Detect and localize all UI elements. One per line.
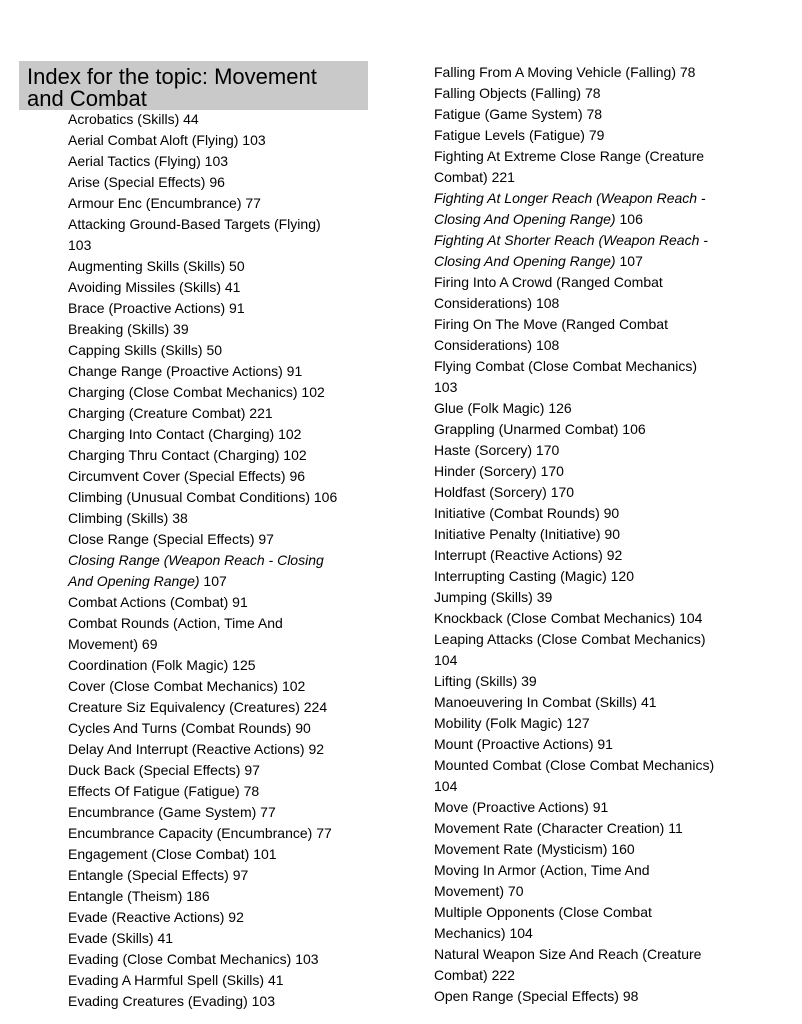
index-entry	[68, 151, 380, 172]
index-column-left	[68, 109, 380, 1012]
index-entry	[68, 256, 380, 277]
index-entry-line: Armour Enc (Encumbrance) 77	[68, 195, 261, 211]
index-entry-line: Interrupt (Reactive Actions) 92	[434, 547, 623, 563]
index-entry	[68, 361, 380, 382]
index-entry-italic-text: And Opening Range)	[68, 573, 200, 589]
index-entry-line: Capping Skills (Skills) 50	[68, 342, 223, 358]
index-entry	[434, 944, 746, 986]
index-entry	[434, 818, 746, 839]
index-entry-line: Encumbrance (Game System) 77	[68, 804, 276, 820]
index-entry	[68, 466, 380, 487]
index-entry	[434, 566, 746, 587]
index-entry	[68, 991, 380, 1012]
index-entry-line: Circumvent Cover (Special Effects) 96	[68, 468, 306, 484]
index-entry-line: Mount (Proactive Actions) 91	[434, 736, 613, 752]
index-entry	[68, 907, 380, 928]
index-entry	[68, 382, 380, 403]
index-entry-line: Interrupting Casting (Magic) 120	[434, 568, 634, 584]
index-entry	[68, 550, 380, 592]
index-entry	[68, 865, 380, 886]
index-entry-line: Evading A Harmful Spell (Skills) 41	[68, 972, 284, 988]
index-entry	[434, 524, 746, 545]
index-entry	[434, 503, 746, 524]
index-entry	[68, 781, 380, 802]
index-entry-line: Firing On The Move (Ranged Combat	[434, 316, 668, 332]
index-entry	[434, 398, 746, 419]
index-entry	[68, 529, 380, 550]
index-entry-line: Natural Weapon Size And Reach (Creature	[434, 946, 702, 962]
index-entry	[68, 508, 380, 529]
index-entry-line: Cycles And Turns (Combat Rounds) 90	[68, 720, 311, 736]
index-entry	[68, 424, 380, 445]
index-entry	[68, 319, 380, 340]
index-entry	[68, 592, 380, 613]
index-entry-line: Delay And Interrupt (Reactive Actions) 92	[68, 741, 325, 757]
index-entry	[68, 172, 380, 193]
index-entry-line: 103	[68, 237, 92, 253]
index-entry-line: Considerations) 108	[434, 337, 560, 353]
index-entry-line: Multiple Opponents (Close Combat	[434, 904, 652, 920]
index-entry-line: Close Range (Special Effects) 97	[68, 531, 274, 547]
index-entry-line: Evading Creatures (Evading) 103	[68, 993, 276, 1009]
index-entry-line: Change Range (Proactive Actions) 91	[68, 363, 303, 379]
index-entry	[434, 608, 746, 629]
index-entry-line: Entangle (Theism) 186	[68, 888, 210, 904]
index-entry	[434, 734, 746, 755]
index-entry	[68, 823, 380, 844]
index-entry-line: Breaking (Skills) 39	[68, 321, 189, 337]
index-entry-line: Movement Rate (Mysticism) 160	[434, 841, 635, 857]
index-entry-line: Move (Proactive Actions) 91	[434, 799, 609, 815]
index-entry-line: Coordination (Folk Magic) 125	[68, 657, 256, 673]
index-entry	[434, 482, 746, 503]
index-entry-line: Haste (Sorcery) 170	[434, 442, 560, 458]
index-entry	[434, 83, 746, 104]
index-entry-line: Fighting At Extreme Close Range (Creature	[434, 148, 705, 164]
index-entry-line: Climbing (Skills) 38	[68, 510, 188, 526]
index-entry-italic-text: Closing And Opening Range)	[434, 211, 616, 227]
index-entry	[68, 697, 380, 718]
index-entry	[434, 902, 746, 944]
page-title	[19, 61, 368, 110]
index-entry-line: Jumping (Skills) 39	[434, 589, 553, 605]
index-entry-line: Combat) 221	[434, 169, 515, 185]
index-entry-line: Acrobatics (Skills) 44	[68, 111, 199, 127]
index-entry	[434, 692, 746, 713]
index-entry	[434, 104, 746, 125]
index-entry-line: Holdfast (Sorcery) 170	[434, 484, 575, 500]
index-entry	[68, 802, 380, 823]
index-entry	[434, 272, 746, 314]
index-entry-line: Considerations) 108	[434, 295, 560, 311]
index-entry-line: Fatigue (Game System) 78	[434, 106, 603, 122]
index-entry	[68, 109, 380, 130]
index-entry-line: Mobility (Folk Magic) 127	[434, 715, 590, 731]
index-entry-line: Closing And Opening Range) 106	[434, 211, 643, 227]
index-entry-line	[434, 230, 746, 251]
index-entry-line: Entangle (Special Effects) 97	[68, 867, 249, 883]
index-entry	[68, 193, 380, 214]
index-entry-line: Aerial Combat Aloft (Flying) 103	[68, 132, 266, 148]
index-entry	[68, 487, 380, 508]
index-entry	[68, 130, 380, 151]
index-entry	[68, 445, 380, 466]
index-entry	[434, 461, 746, 482]
index-entry-italic-text: Closing And Opening Range)	[434, 253, 616, 269]
index-entry-line: Moving In Armor (Action, Time And	[434, 862, 650, 878]
index-entry	[434, 146, 746, 188]
index-entry	[68, 970, 380, 991]
index-entry-line: Movement Rate (Character Creation) 11	[434, 820, 683, 836]
index-entry-line: Charging (Creature Combat) 221	[68, 405, 273, 421]
index-entry	[68, 718, 380, 739]
index-entry-italic-text: Fighting At Longer Reach (Weapon Reach -	[434, 190, 706, 206]
index-entry-line: Lifting (Skills) 39	[434, 673, 537, 689]
index-entry	[434, 440, 746, 461]
index-entry-line: Duck Back (Special Effects) 97	[68, 762, 260, 778]
index-entry	[434, 797, 746, 818]
index-entry-line: Cover (Close Combat Mechanics) 102	[68, 678, 306, 694]
index-entry	[68, 949, 380, 970]
index-entry-line: Leaping Attacks (Close Combat Mechanics)	[434, 631, 706, 647]
index-entry-line: Falling From A Moving Vehicle (Falling) 78	[434, 64, 696, 80]
index-entry-line: Open Range (Special Effects) 98	[434, 988, 639, 1004]
index-entry-line: Brace (Proactive Actions) 91	[68, 300, 245, 316]
index-entry-line: Charging Thru Contact (Charging) 102	[68, 447, 307, 463]
index-entry-line: Movement) 70	[434, 883, 524, 899]
index-entry-line: Encumbrance Capacity (Encumbrance) 77	[68, 825, 332, 841]
index-entry-line: 104	[434, 652, 458, 668]
index-entry-line: Mounted Combat (Close Combat Mechanics)	[434, 757, 715, 773]
index-entry	[68, 676, 380, 697]
index-entry-line: Charging (Close Combat Mechanics) 102	[68, 384, 325, 400]
index-entry	[434, 629, 746, 671]
index-entry	[68, 277, 380, 298]
index-entry	[434, 860, 746, 902]
index-entry-line: Mechanics) 104	[434, 925, 533, 941]
index-entry-line: Manoeuvering In Combat (Skills) 41	[434, 694, 657, 710]
index-entry-line: Engagement (Close Combat) 101	[68, 846, 277, 862]
index-entry-line	[434, 188, 746, 209]
index-entry	[434, 713, 746, 734]
index-entry	[434, 314, 746, 356]
index-entry	[434, 356, 746, 398]
index-entry	[68, 298, 380, 319]
index-entry-line: Falling Objects (Falling) 78	[434, 85, 601, 101]
index-entry	[68, 739, 380, 760]
index-entry-italic-text: Fighting At Shorter Reach (Weapon Reach -	[434, 232, 708, 248]
index-entry	[68, 214, 380, 256]
index-entry-line: And Opening Range) 107	[68, 573, 227, 589]
index-entry-italic-text: Closing Range (Weapon Reach - Closing	[68, 552, 324, 568]
index-entry	[434, 755, 746, 797]
index-entry-line: Creature Siz Equivalency (Creatures) 224	[68, 699, 328, 715]
index-entry-line: Evading (Close Combat Mechanics) 103	[68, 951, 319, 967]
index-entry-line: Firing Into A Crowd (Ranged Combat	[434, 274, 663, 290]
index-entry-line: Arise (Special Effects) 96	[68, 174, 225, 190]
index-entry-line: 103	[434, 379, 458, 395]
index-entry	[434, 671, 746, 692]
index-entry-line: Combat Rounds (Action, Time And	[68, 615, 283, 631]
index-entry	[434, 230, 746, 272]
index-entry-line: Movement) 69	[68, 636, 158, 652]
index-entry	[68, 844, 380, 865]
index-entry	[434, 839, 746, 860]
index-entry-line: 104	[434, 778, 458, 794]
index-entry-line: Evade (Skills) 41	[68, 930, 174, 946]
index-entry-line: Climbing (Unusual Combat Conditions) 106	[68, 489, 338, 505]
index-entry	[434, 986, 746, 1007]
index-entry-line: Hinder (Sorcery) 170	[434, 463, 564, 479]
index-entry-line: Fatigue Levels (Fatigue) 79	[434, 127, 605, 143]
page-title-line2: and Combat	[27, 86, 147, 111]
index-entry	[434, 62, 746, 83]
index-entry	[68, 655, 380, 676]
index-entry-line: Evade (Reactive Actions) 92	[68, 909, 244, 925]
index-entry-line: Flying Combat (Close Combat Mechanics)	[434, 358, 697, 374]
index-entry	[68, 760, 380, 781]
index-entry-line: Glue (Folk Magic) 126	[434, 400, 572, 416]
index-entry-line	[68, 550, 380, 571]
index-entry-line: Grappling (Unarmed Combat) 106	[434, 421, 646, 437]
index-entry-line: Combat Actions (Combat) 91	[68, 594, 248, 610]
index-entry-line: Augmenting Skills (Skills) 50	[68, 258, 245, 274]
index-entry-line: Aerial Tactics (Flying) 103	[68, 153, 229, 169]
index-entry-line: Charging Into Contact (Charging) 102	[68, 426, 302, 442]
index-entry-line: Attacking Ground-Based Targets (Flying)	[68, 216, 321, 232]
index-entry-line: Closing And Opening Range) 107	[434, 253, 643, 269]
index-entry-line: Combat) 222	[434, 967, 515, 983]
page-title-line1: Index for the topic: Movement	[27, 64, 317, 89]
index-entry	[68, 613, 380, 655]
index-entry	[434, 545, 746, 566]
index-entry	[68, 340, 380, 361]
index-entry	[68, 928, 380, 949]
index-entry-line: Effects Of Fatigue (Fatigue) 78	[68, 783, 260, 799]
index-column-right	[434, 62, 746, 1007]
index-entry	[68, 403, 380, 424]
index-entry	[434, 125, 746, 146]
index-entry-line: Avoiding Missiles (Skills) 41	[68, 279, 241, 295]
index-entry	[434, 587, 746, 608]
index-entry	[434, 419, 746, 440]
index-entry	[68, 886, 380, 907]
index-entry-line: Knockback (Close Combat Mechanics) 104	[434, 610, 703, 626]
index-entry	[434, 188, 746, 230]
index-entry-line: Initiative Penalty (Initiative) 90	[434, 526, 620, 542]
index-entry-line: Initiative (Combat Rounds) 90	[434, 505, 620, 521]
